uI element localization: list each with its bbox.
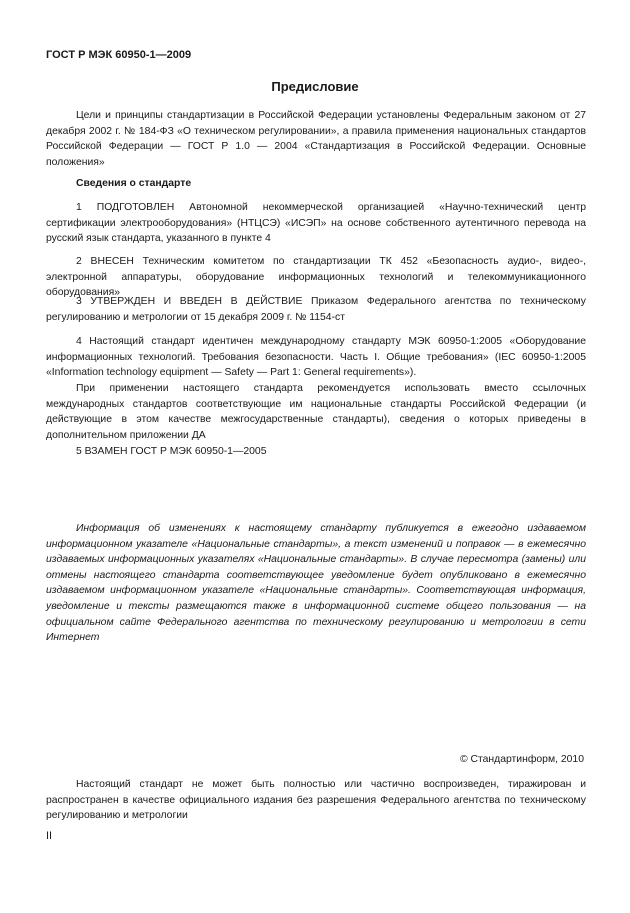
item-submitted: 2 ВНЕСЕН Техническим комитетом по стандартизации ТК 452 «Безопасность аудио-, видео-, электронной аппаратуры, оборудование информационных технологий и телекоммуникационного оборудования» xyxy=(46,256,586,299)
page-title: Предисловие xyxy=(271,79,359,94)
intro-paragraph: Цели и принципы стандартизации в Российской Федерации установлены Федеральным законом от 27 декабря 2002 г. № 184-ФЗ «О техническом регулировании», а правила применения национальных стандартов Российской Федерации — ГОСТ Р 1.0 — 2004 «Стандартизация в Российской Федерации. Основные положения» xyxy=(46,110,586,168)
document-code-header: ГОСТ Р МЭК 60950-1—2009 xyxy=(46,49,192,61)
item-identical: 4 Настоящий стандарт идентичен международному стандарту МЭК 60950-1:2005 «Оборудование информационных технологий. Требования безопасности. Часть I. Общие требования» (IEC 60950-1:2005 «Information technology equipment — Safety — Part 1: General requirements»). xyxy=(46,336,586,379)
item-prepared: 1 ПОДГОТОВЛЕН Автономной некоммерческой организацией «Научно-технический центр сертификации электрооборудования» (НТЦСЭ) «ИСЭП» на основе собственного аутентичного перевода на русский язык стандарта, указанного в пункте 4 xyxy=(46,202,586,245)
amendments-notice: Информация об изменениях к настоящему стандарту публикуется в ежегодно издаваемом информационном указателе «Национальные стандарты», а текст изменений и поправок — в ежемесячно издаваемых информационных указателях «Национальные стандарты». В случае пересмотра (замены) или отмены настоящего стандарта соответствующее уведомление будет опубликовано в ежемесячно издаваемом информационном указателе «Национальные стандарты». Соответствующая информация, уведомление и тексты размещаются также в информационной системе общего пользования — на официальном сайте Федерального агентства по техническому регулированию и метрологии в сети Интернет xyxy=(46,523,586,644)
reproduction-notice: Настоящий стандарт не может быть полностью или частично воспроизведен, тиражирован и распространен в качестве официального издания без разрешения Федерального агентства по техническому регулированию и метрологии xyxy=(46,779,586,822)
page-number: II xyxy=(46,830,53,842)
item-replaces: 5 ВЗАМЕН ГОСТ Р МЭК 60950-1—2005 xyxy=(76,446,267,457)
item-approved: 3 УТВЕРЖДЕН И ВВЕДЕН В ДЕЙСТВИЕ Приказом Федерального агентства по техническому регулированию и метрологии от 15 декабря 2009 г. № 1154-ст xyxy=(46,296,586,323)
info-heading: Сведения о стандарте xyxy=(76,178,192,189)
item-application-note: При применении настоящего стандарта рекомендуется использовать вместо ссылочных международных стандартов соответствующие им национальные стандарты Российской Федерации (и действующие в этом качестве межгосударственные стандарты), сведения о которых приведены в дополнительном приложении ДА xyxy=(46,383,586,441)
copyright-line: © Стандартинформ, 2010 xyxy=(459,754,584,765)
